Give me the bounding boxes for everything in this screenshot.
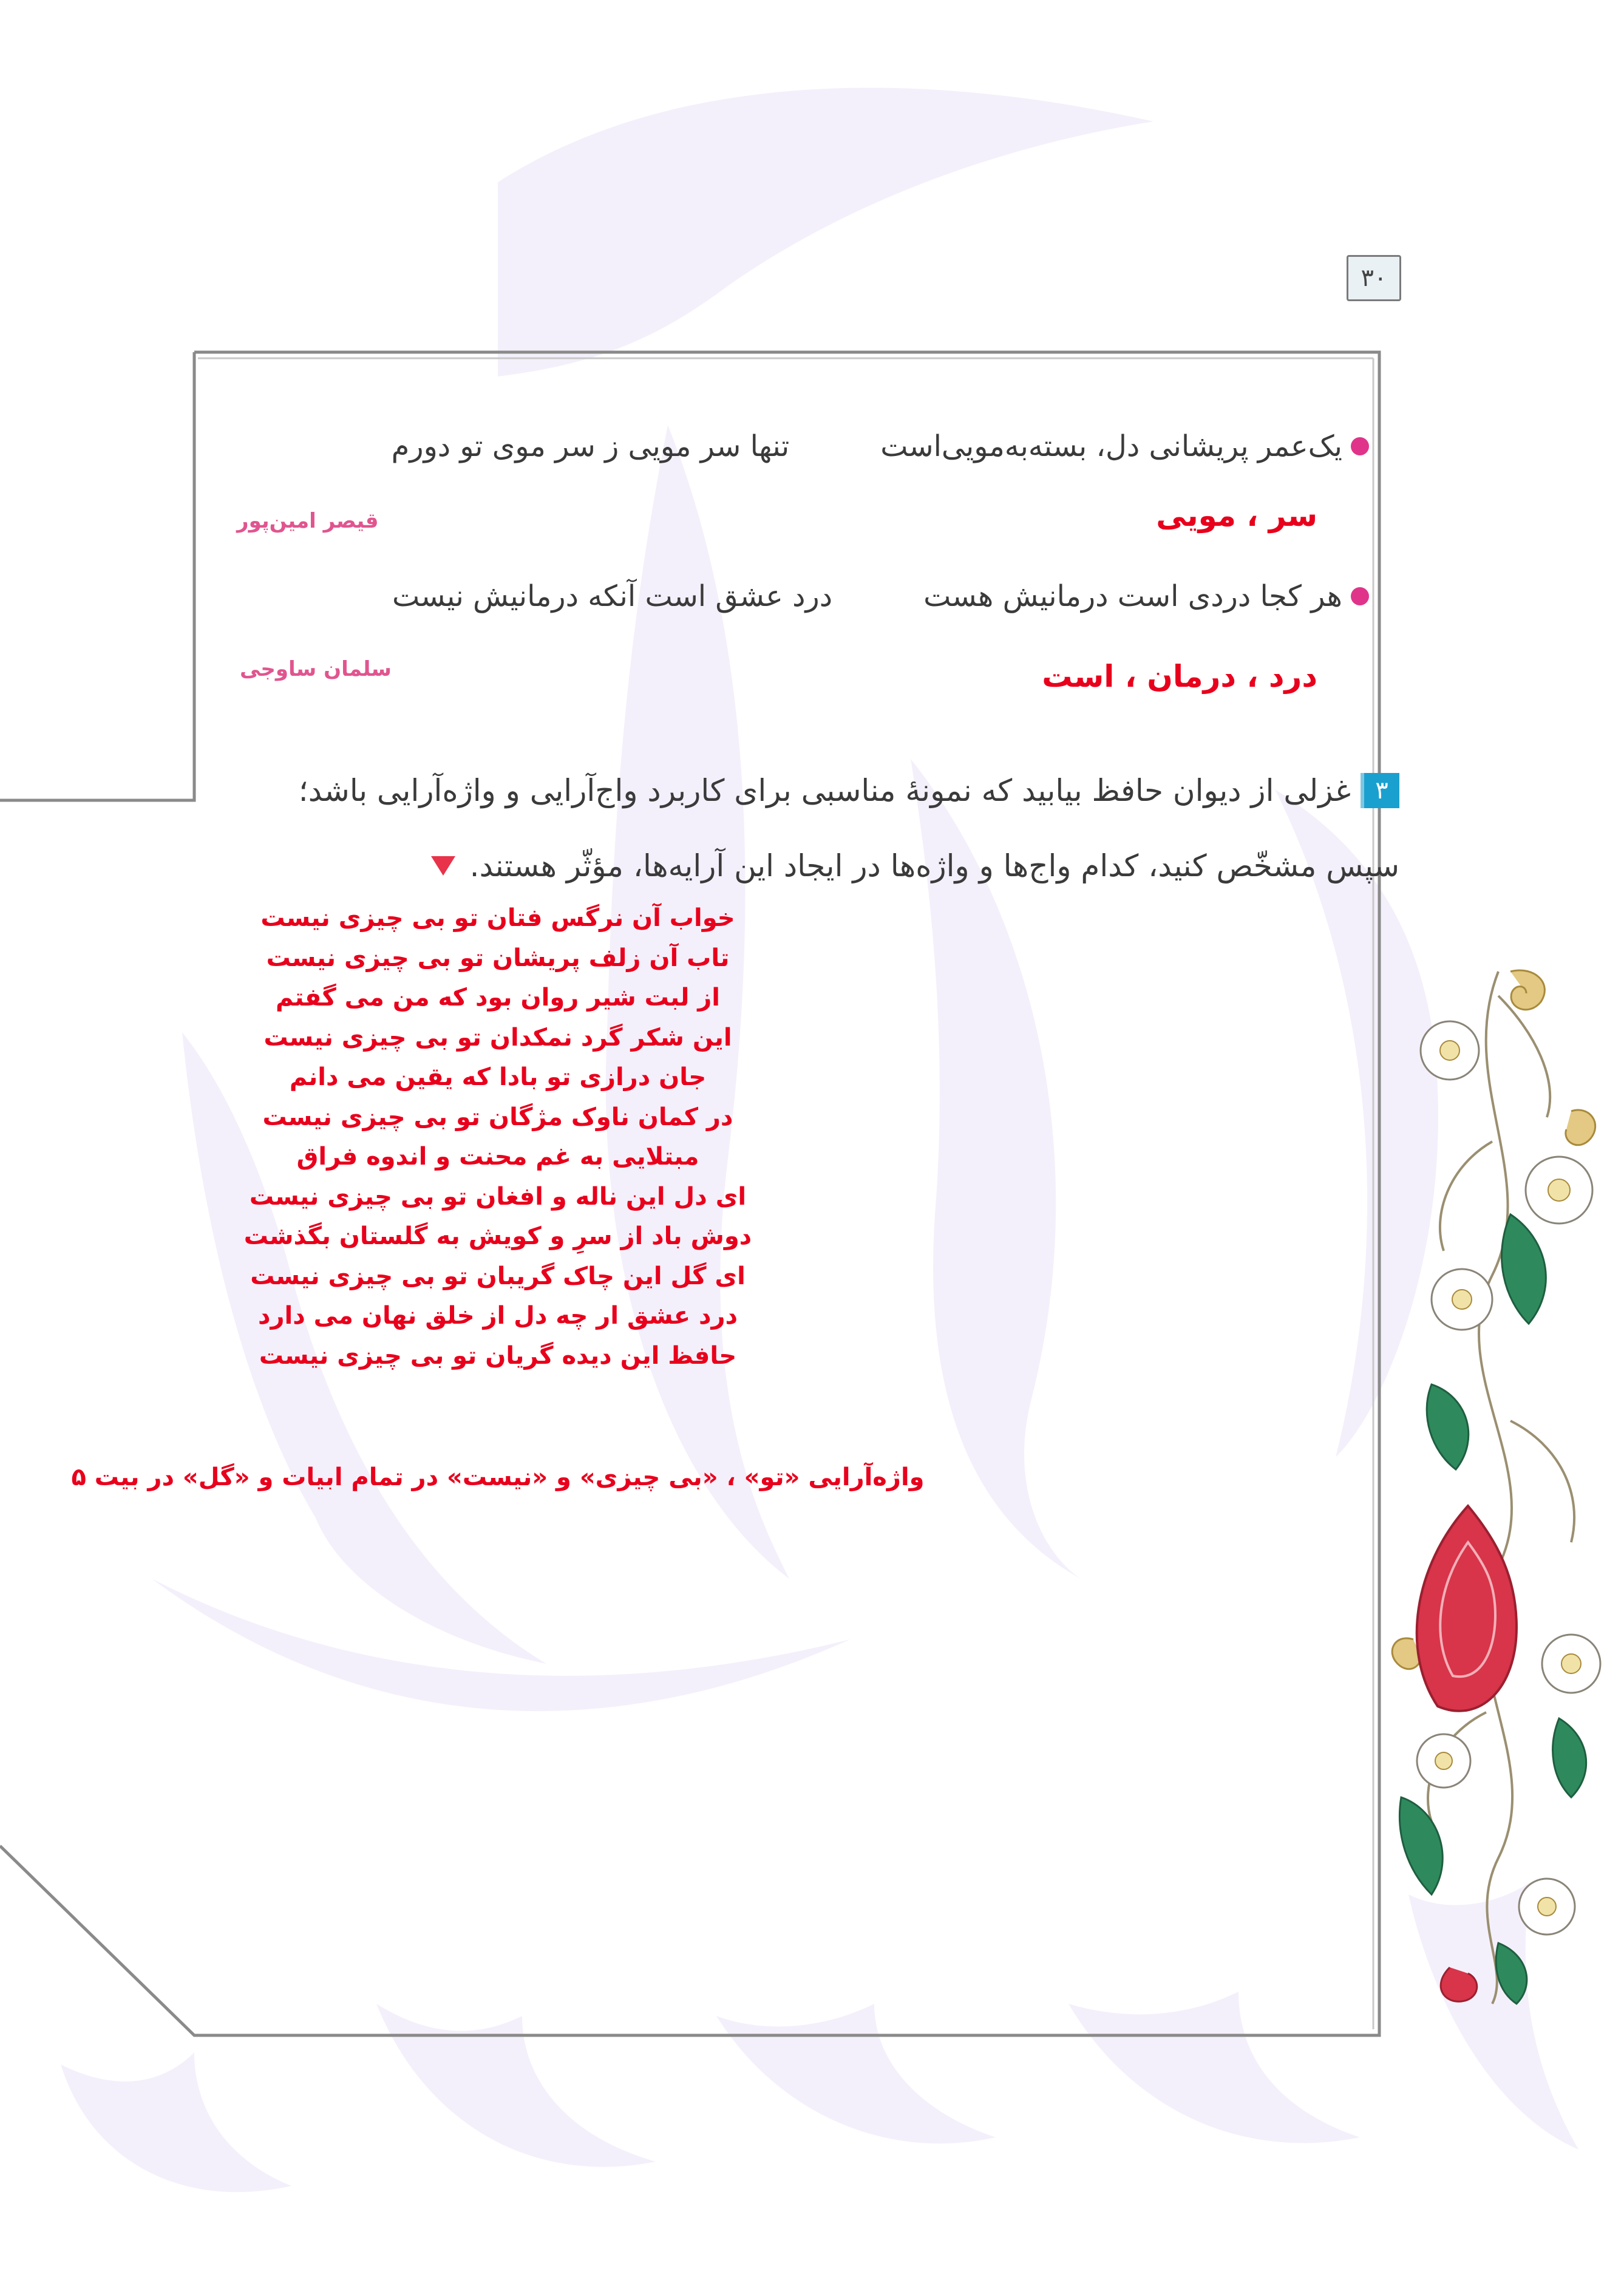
poem-line: ای گل این چاک گریبان تو بی چیزی نیست [250,1262,746,1290]
verse-2-hemistich-2: درد عشق است آنکه درمانیش نیست [392,579,833,613]
verse-2 [216,566,1369,627]
poem-line: در کمان ناوک مژگان تو بی چیزی نیست [262,1103,733,1131]
page-number: ۳۰ [1347,255,1401,301]
poem-line: خواب آن نرگس فتان تو بی چیزی نیست [260,904,735,932]
exercise-3 [0,753,1399,904]
verse-1-hemistich-1: یک‌عمر پریشانی دل، بسته‌به‌مویی‌است [880,429,1342,463]
poem-line: ای دل این ناله و افغان تو بی چیزی نیست [249,1182,747,1211]
poem-line: دوش باد از سرِ و کویش به گلستان بگذشت [243,1222,752,1250]
poem-line: از لبت شیر روان بود که من می گفتم [275,984,720,1012]
pink-dot-icon [1351,587,1369,605]
exercise-text-1: غزلی از دیوان حافظ بیابید که نمونهٔ مناسبی برای کاربرد واج‌آرایی و واژه‌آرایی باشد؛ [298,773,1351,808]
verse-1-answer: سر ، مویی [1156,498,1317,533]
poem-answer [73,899,923,1376]
exercise-line-1 [0,753,1399,828]
red-triangle-icon [431,856,455,876]
pink-dot-icon [1351,437,1369,455]
poem-line: تاب آن زلف پریشان تو بی چیزی نیست [266,944,730,972]
floral-border-ornament [1377,959,1620,2016]
exercise-number-badge: ۳ [1361,773,1399,808]
conclusion-line: واژه‌آرایی «تو» ، «بی چیزی» و «نیست» در تمام ابیات و «گل» در بیت ۵ [71,1463,925,1491]
poem-line: حافظ این دیده گریان تو بی چیزی نیست [259,1341,737,1370]
verse-2-poet: سلمان ساوجی [240,657,392,681]
verse-1 [216,416,1369,477]
verse-1-poet: قیصر امین‌پور [237,509,379,533]
poem-line: این شکر گرد نمکدان تو بی چیزی نیست [263,1023,732,1052]
verse-2-answer: درد ، درمان ، است [1042,659,1317,694]
poem-line: جان درازی تو بادا که یقین می دانم [289,1063,707,1091]
verse-2-hemistich-1: هر کجا دردی است درمانیش هست [923,579,1342,613]
verse-1-hemistich-2: تنها سر مویی ز سر موی تو دورم [391,429,790,463]
exercise-text-2: سپس مشخّص کنید، کدام واج‌ها و واژه‌ها در ایجاد این آرایه‌ها، مؤثّر هستند. [469,848,1399,883]
exercise-line-2 [0,828,1399,904]
poem-line: مبتلایی به غم محنت و اندوه فراق [296,1143,699,1171]
poem-line: درد عشق ار چه دل از خلق نهان می دارد [257,1302,738,1330]
